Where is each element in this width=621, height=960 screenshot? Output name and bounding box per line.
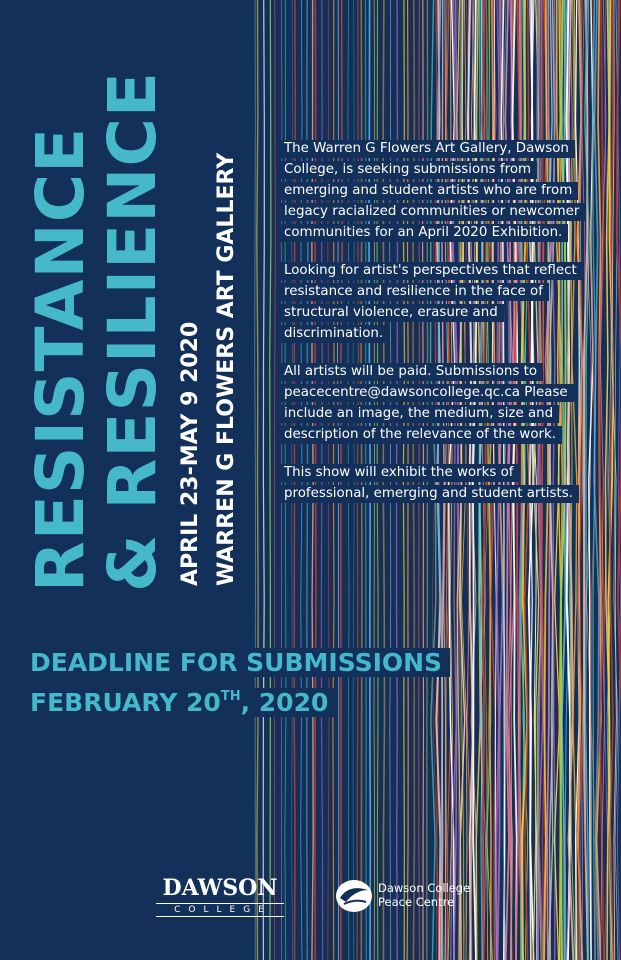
thread-line bbox=[257, 0, 258, 960]
paragraph-submissions: All artists will be paid. Submissions to peacecentre@dawsoncollege.qc.ca Please include an image, the medium, size and description of the relevance of the work. bbox=[278, 361, 598, 445]
deadline-heading: DEADLINE FOR SUBMISSIONS bbox=[18, 648, 450, 677]
description-text bbox=[278, 138, 598, 521]
exhibition-dates: APRIL 23-MAY 9 2020 bbox=[178, 321, 203, 586]
dawson-logo-college: COLLEGE bbox=[156, 903, 284, 917]
peace-centre-logo bbox=[334, 878, 484, 914]
peace-centre-mark-icon bbox=[334, 878, 374, 914]
thread-line bbox=[270, 0, 271, 960]
paragraph-perspectives: Looking for artist's perspectives that reflect resistance and resilience in the face of structural violence, erasure and discrimination. bbox=[278, 260, 598, 344]
peace-logo-line2: Peace Centre bbox=[378, 895, 455, 909]
title-resilience: & RESILIENCE bbox=[94, 71, 171, 592]
thread-line bbox=[255, 0, 256, 960]
paragraph-call: The Warren G Flowers Art Gallery, Dawson College, is seeking submissions from emerging and student artists who are from legacy racialized communities or newcomer communities for an April 2020 Exhibition. bbox=[278, 138, 598, 243]
deadline-block bbox=[30, 646, 450, 720]
paragraph-show: This show will exhibit the works of professional, emerging and student artists. bbox=[278, 462, 598, 504]
deadline-date: FEBRUARY 20TH, 2020 bbox=[18, 688, 336, 717]
thread-line bbox=[263, 0, 264, 960]
dawson-college-logo bbox=[156, 876, 284, 917]
dawson-logo-word: DAWSON bbox=[162, 875, 278, 901]
peace-logo-line1: Dawson College bbox=[378, 881, 471, 895]
thread-line bbox=[274, 0, 275, 960]
title-resistance: RESISTANCE bbox=[22, 126, 99, 592]
exhibition-venue: WARREN G FLOWERS ART GALLERY bbox=[214, 152, 239, 586]
